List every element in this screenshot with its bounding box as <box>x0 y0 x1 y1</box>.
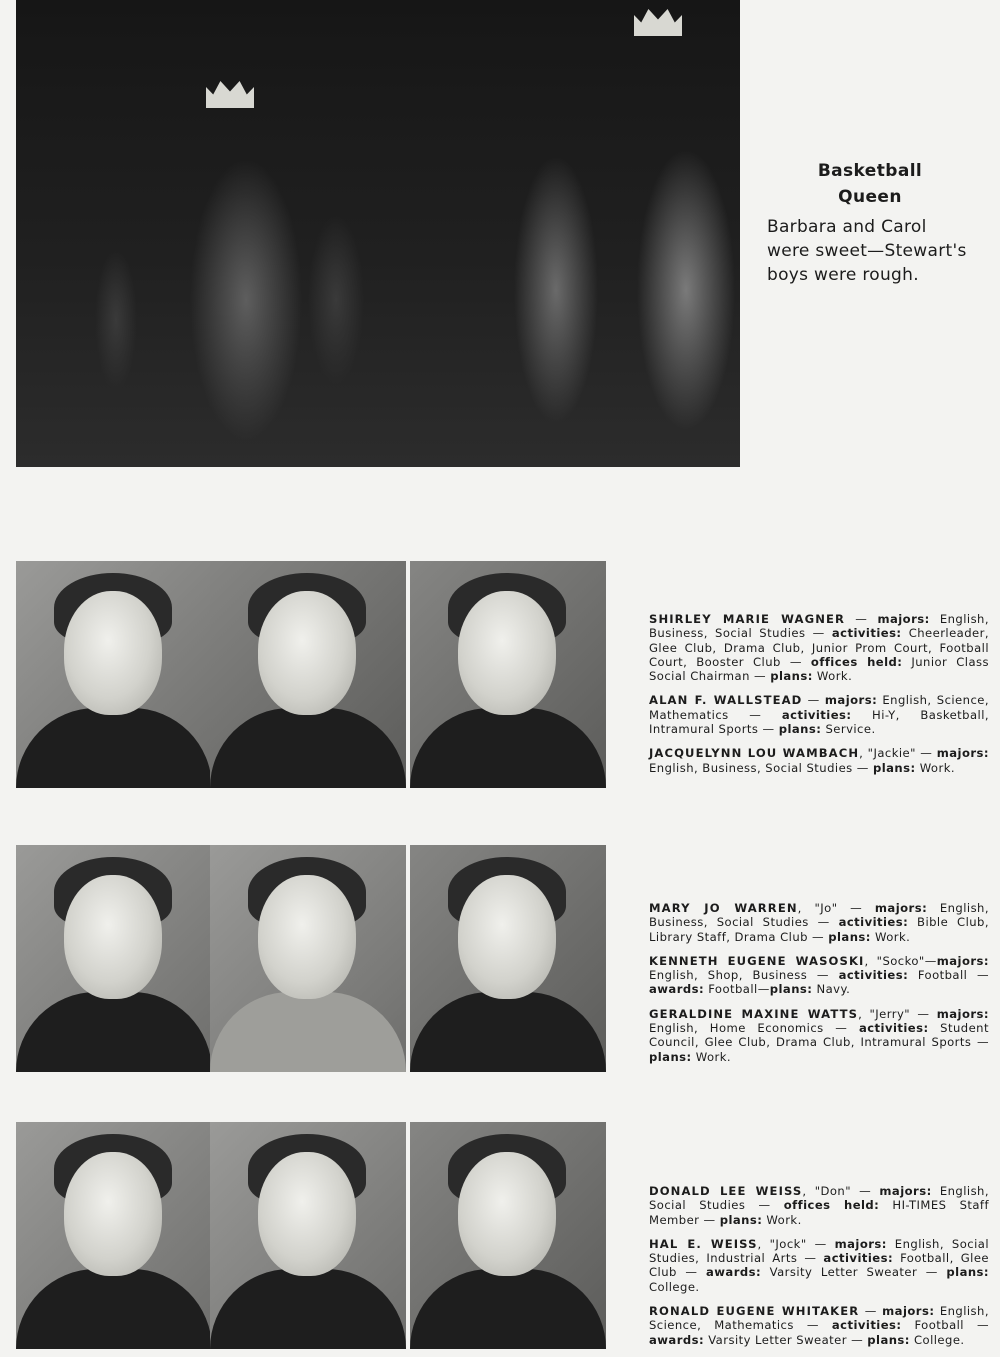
field-value: Student Council, Glee Club, Drama Club, Intramural Sports — <box>649 1021 989 1050</box>
field-label: majors: <box>936 746 989 761</box>
senior-bio <box>649 612 989 683</box>
field-label: offices held: <box>783 1198 880 1213</box>
field-value: — <box>837 901 875 915</box>
student-name: GERALDINE MAXINE WATTS <box>649 1006 859 1021</box>
field-label: majors: <box>824 693 878 708</box>
student-name: JACQUELYNN LOU WAMBACH <box>649 746 860 761</box>
field-value: Work. <box>915 760 955 775</box>
portrait-photo <box>410 1122 606 1349</box>
caption-text: Barbara and Carol were sweet—Stewart's boys were rough. <box>767 217 967 285</box>
field-label: offices held: <box>810 654 903 669</box>
field-value: Work. <box>812 669 853 684</box>
student-name: DONALD LEE WEISS <box>649 1184 803 1198</box>
crown-left-icon <box>206 78 254 108</box>
field-value: Varsity Letter Sweater — <box>761 1265 947 1280</box>
field-value: Cheerleader, Glee Club, Drama Club, Junior Prom Court, Football Court, Booster Club — <box>649 626 989 669</box>
caption-title-line1: Basketball <box>817 161 923 181</box>
field-value: Varsity Letter Sweater — <box>704 1332 868 1347</box>
field-value: English, Shop, Business — <box>649 968 839 983</box>
field-label: activities: <box>838 915 909 930</box>
student-name: RONALD EUGENE WHITAKER <box>649 1304 860 1319</box>
field-label: awards: <box>649 982 705 997</box>
portrait-photo <box>16 845 212 1072</box>
field-label: plans: <box>649 1049 692 1064</box>
field-label: majors: <box>834 1236 887 1251</box>
field-label: plans: <box>867 1332 910 1347</box>
field-value: — <box>806 1236 835 1251</box>
field-value: English, Business, Social Studies — <box>649 612 989 641</box>
field-label: majors: <box>879 1184 932 1198</box>
field-label: plans: <box>946 1265 989 1280</box>
student-name: ALAN F. WALLSTEAD <box>649 693 803 708</box>
field-label: majors: <box>882 1304 935 1319</box>
field-value: Work. <box>870 929 911 944</box>
field-value: English, Social Studies, Industrial Arts — <box>649 1236 989 1266</box>
field-value: — <box>924 953 937 968</box>
student-nickname: , "Jerry" <box>858 1006 911 1021</box>
field-value: Work. <box>691 1049 732 1064</box>
field-value: Service. <box>821 722 876 737</box>
field-value: — <box>859 1304 883 1319</box>
student-nickname: , "Socko" <box>864 953 925 968</box>
field-value: Work. <box>762 1212 802 1227</box>
portrait-photo <box>16 1122 212 1349</box>
student-name: SHIRLEY MARIE WAGNER <box>649 612 846 626</box>
portrait-photo <box>410 561 606 788</box>
student-name: KENNETH EUGENE WASOSKI <box>649 953 865 968</box>
field-value: Football, Glee Club — <box>649 1251 990 1280</box>
field-label: plans: <box>778 722 822 737</box>
field-value: — <box>850 1184 880 1198</box>
field-value: — <box>910 1006 937 1021</box>
field-label: awards: <box>649 1332 705 1347</box>
senior-bio <box>649 693 989 736</box>
field-label: plans: <box>828 929 871 944</box>
field-value: English, Business, Social Studies — <box>649 901 989 930</box>
senior-bio <box>649 1007 989 1064</box>
field-label: plans: <box>769 982 813 997</box>
bio-group-3 <box>649 1184 989 1357</box>
field-value: Football — <box>901 1318 989 1333</box>
student-nickname: , "Don" <box>802 1184 851 1198</box>
field-label: plans: <box>872 760 916 775</box>
field-value: — <box>802 693 825 708</box>
student-nickname: , "Jock" <box>757 1236 807 1251</box>
field-value: English, Science, Mathematics — <box>649 1304 989 1333</box>
field-label: activities: <box>838 968 909 983</box>
field-value: Hi-Y, Basketball, Intramural Sports — <box>649 707 990 737</box>
field-value: Bible Club, Library Staff, Drama Club — <box>649 915 989 944</box>
basketball-queen-photo <box>16 0 740 467</box>
field-value: College. <box>909 1332 965 1347</box>
field-label: activities: <box>858 1021 929 1036</box>
field-value: English, Home Economics — <box>649 1021 859 1036</box>
bio-group-1 <box>649 612 989 785</box>
senior-bio <box>649 954 989 997</box>
field-value: HI-TIMES Staff Member — <box>649 1198 989 1227</box>
field-label: majors: <box>877 612 930 626</box>
field-value: College. <box>649 1279 700 1294</box>
field-label: activities: <box>823 1251 894 1266</box>
senior-bio <box>649 746 989 775</box>
field-label: activities: <box>831 1318 902 1333</box>
senior-bio <box>649 1184 989 1227</box>
field-label: majors: <box>874 901 928 915</box>
field-label: awards: <box>706 1265 762 1280</box>
student-nickname: , "Jackie" <box>859 746 916 761</box>
caption-title <box>790 158 950 210</box>
field-label: activities: <box>831 626 902 641</box>
field-value: Junior Class Social Chairman — <box>649 654 990 684</box>
field-value: English, Social Studies — <box>649 1184 989 1213</box>
field-label: activities: <box>781 707 852 722</box>
portrait-photo <box>210 561 406 788</box>
bio-group-2 <box>649 901 989 1074</box>
crown-right-icon <box>634 6 682 36</box>
field-label: plans: <box>770 669 813 684</box>
portrait-photo <box>16 561 212 788</box>
senior-bio <box>649 901 989 944</box>
field-label: majors: <box>936 953 989 968</box>
field-value: — <box>845 612 878 626</box>
senior-bio <box>649 1237 989 1294</box>
senior-bio <box>649 1304 989 1347</box>
student-nickname: , "Jo" <box>797 901 838 915</box>
caption-title-line2: Queen <box>838 187 902 207</box>
field-label: plans: <box>719 1212 763 1227</box>
portrait-photo <box>410 845 606 1072</box>
portrait-photo <box>210 1122 406 1349</box>
field-value: English, Science, Mathematics — <box>649 693 989 722</box>
student-name: MARY JO WARREN <box>649 901 798 915</box>
portrait-photo <box>210 845 406 1072</box>
field-value: English, Business, Social Studies — <box>649 760 873 775</box>
student-name: HAL E. WEISS <box>649 1236 758 1251</box>
field-value: Navy. <box>812 982 851 997</box>
field-value: Football— <box>704 982 770 997</box>
field-value: — <box>915 746 937 761</box>
field-value: Football — <box>908 968 989 983</box>
field-label: majors: <box>936 1006 989 1021</box>
